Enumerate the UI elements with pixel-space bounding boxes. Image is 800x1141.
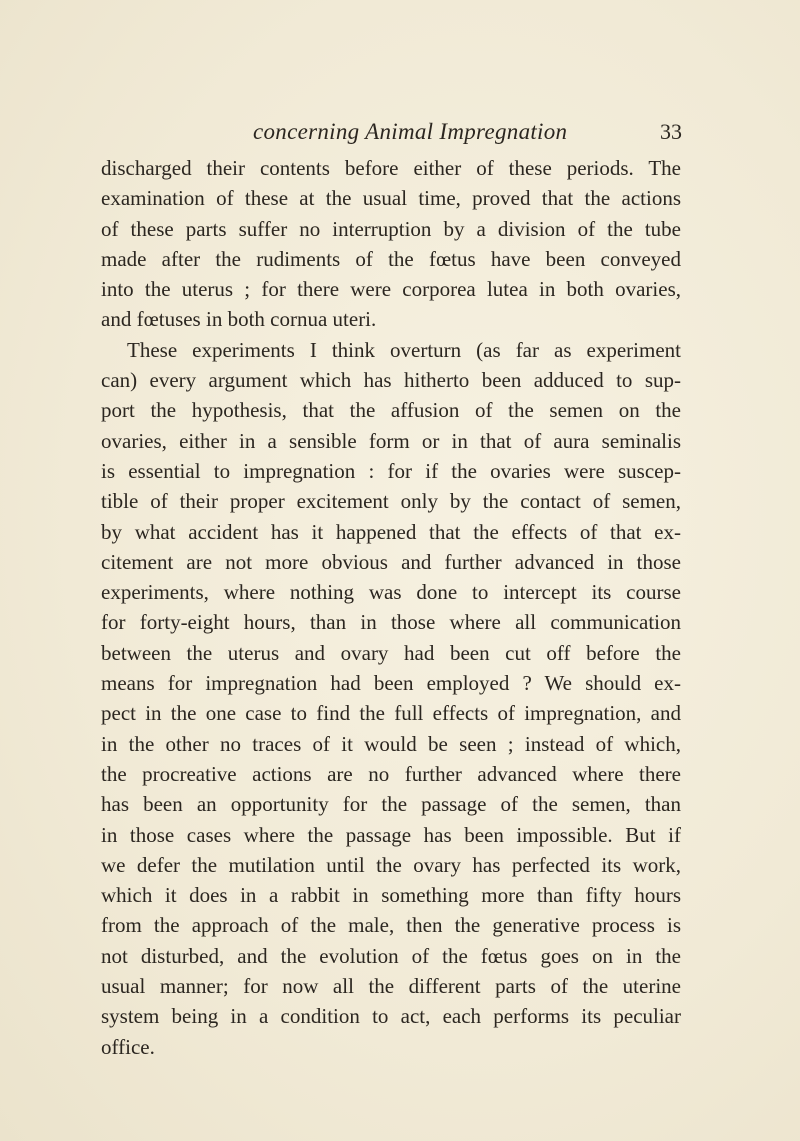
text-line: of these parts suffer no interruption by a division of the tube xyxy=(101,216,681,241)
text-line: has been an opportunity for the passage of the semen, than xyxy=(101,792,681,817)
text-line: pect in the one case to find the full effects of impregnation, and xyxy=(101,701,681,726)
text-line: we defer the mutilation until the ovary has perfected its work, xyxy=(101,852,681,877)
text-line: usual manner; for now all the different parts of the uterine xyxy=(101,974,681,999)
text-line: means for impregnation had been employed ? We should ex- xyxy=(101,671,681,696)
text-line: the procreative actions are no further advanced where there xyxy=(101,761,681,786)
text-line: can) every argument which has hitherto been adduced to sup- xyxy=(101,368,681,393)
page-number: 33 xyxy=(660,119,682,144)
text-line: experiments, where nothing was done to intercept its course xyxy=(101,580,681,605)
text-line: tible of their proper excitement only by the contact of semen, xyxy=(101,489,681,514)
text-line: is essential to impregnation : for if the ovaries were suscep- xyxy=(101,458,681,483)
text-line: port the hypothesis, that the affusion of the semen on the xyxy=(101,398,681,423)
text-line: ovaries, either in a sensible form or in that of aura seminalis xyxy=(101,428,681,453)
text-line: into the uterus ; for there were corporea lutea in both ovaries, xyxy=(101,277,681,302)
text-line: in the other no traces of it would be seen ; instead of which, xyxy=(101,731,681,756)
text-line: discharged their contents before either of these periods. The xyxy=(101,156,681,180)
text-line: made after the rudiments of the fœtus have been conveyed xyxy=(101,246,681,271)
text-line: for forty-eight hours, than in those where all communication xyxy=(101,610,681,635)
running-title: concerning Animal Impregnation xyxy=(253,119,568,144)
text-line: by what accident has it happened that the effects of that ex- xyxy=(101,519,681,544)
text-line: and fœtuses in both cornua uteri. xyxy=(101,307,377,332)
text-line: These experiments I think overturn (as far as experiment xyxy=(127,337,681,362)
text-line: examination of these at the usual time, proved that the actions xyxy=(101,186,681,211)
text-line: not disturbed, and the evolution of the fœtus goes on in the xyxy=(101,943,681,968)
text-line: in those cases where the passage has been impossible. But if xyxy=(101,822,681,847)
text-line: system being in a condition to act, each performs its peculiar xyxy=(101,1004,681,1029)
text-line: office. xyxy=(101,1034,155,1059)
text-line: from the approach of the male, then the generative process is xyxy=(101,913,681,938)
text-line: which it does in a rabbit in something more than fifty hours xyxy=(101,883,681,908)
body-text xyxy=(101,153,681,1062)
running-head xyxy=(0,119,800,147)
text-line: between the uterus and ovary had been cut off before the xyxy=(101,640,681,665)
text-line: citement are not more obvious and further advanced in those xyxy=(101,549,681,574)
